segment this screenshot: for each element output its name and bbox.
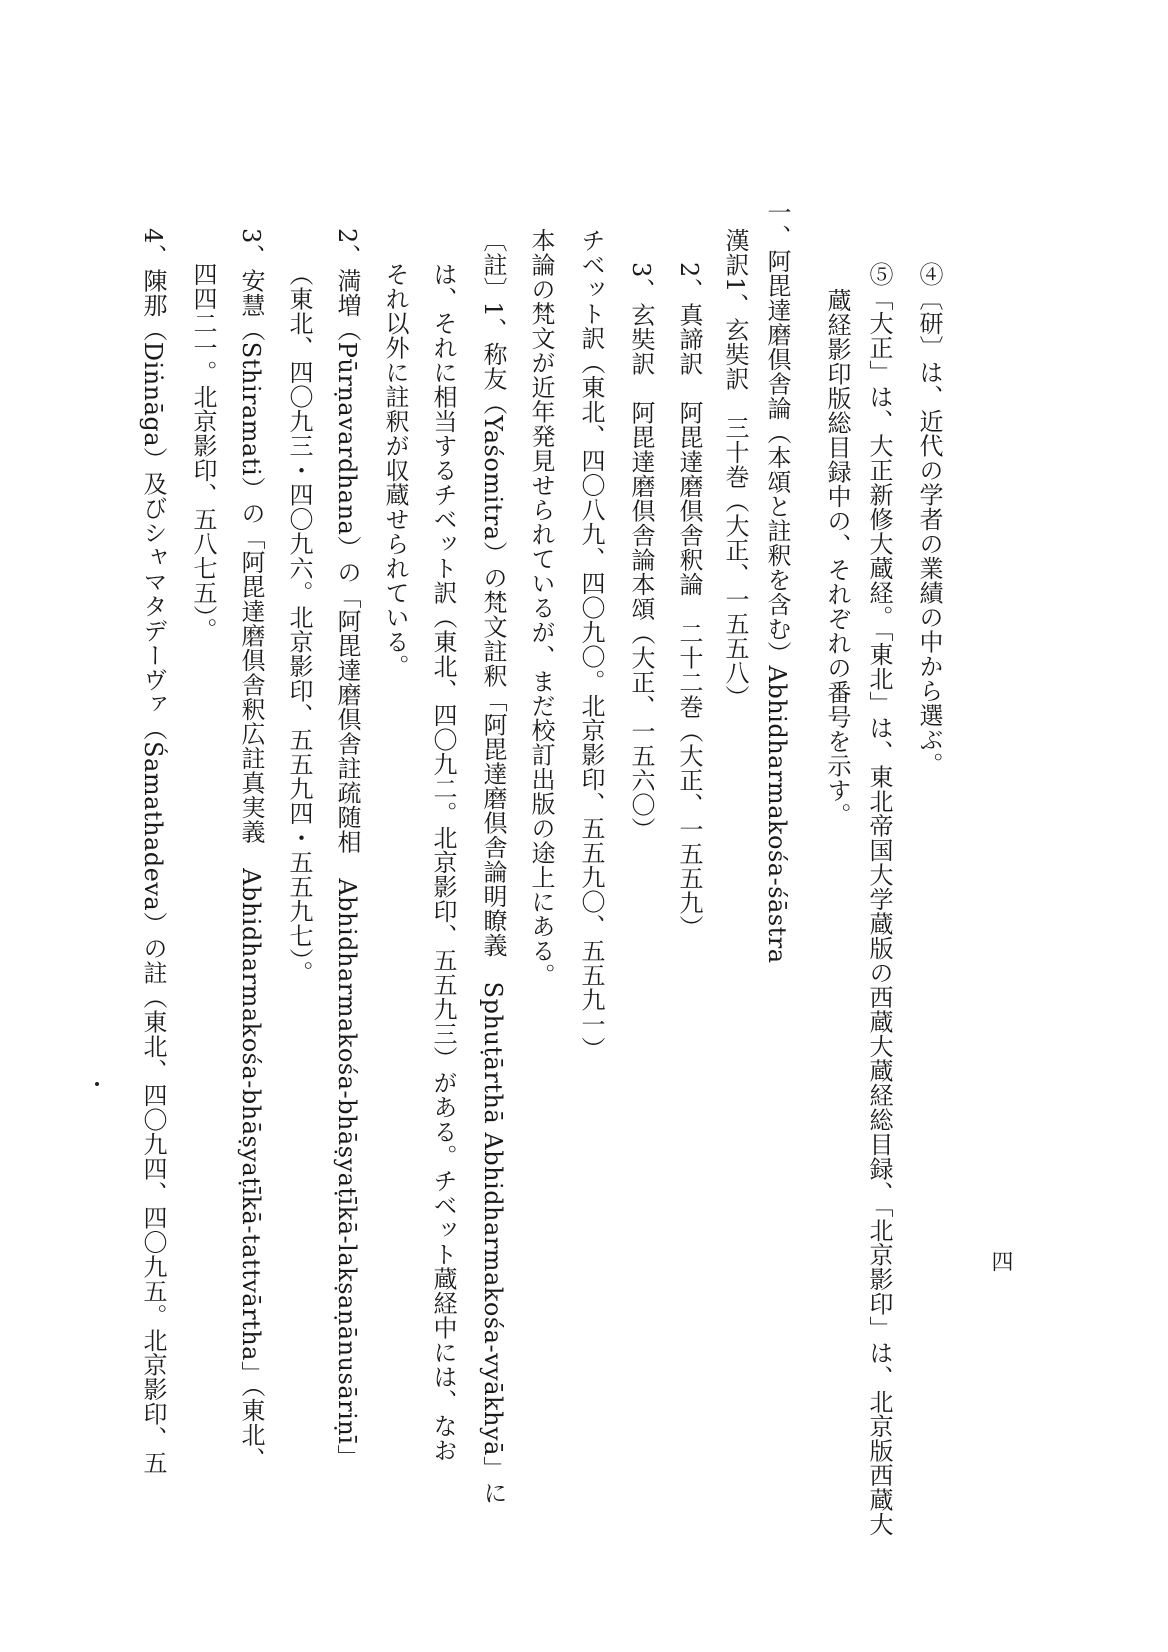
- page-number: 四: [988, 1250, 1013, 1272]
- stray-dot: [95, 1082, 99, 1086]
- body-line-chinese-1: 漢訳1、玄奘訳 三十巻（大正、一五五八）: [721, 228, 749, 710]
- body-note-2-cont: （東北、四〇九三・四〇九六。北京影印、五五九四・五五九七）。: [285, 262, 313, 985]
- note-line-4: ④〔研〕は、近代の学者の業績の中から選ぶ。: [915, 262, 943, 777]
- body-note-1-cont-b: それ以外に註釈が収蔵せられている。: [381, 262, 409, 679]
- body-note-1: 〔註〕1、称友（Yaśomitra）の梵文註釈「阿毘達磨倶舎論明瞭義 Sphuṭārthā Abhidharmakośa-vyākhyā」に: [479, 228, 507, 1505]
- body-note-1-cont-a: は、それに相当するチベット訳（東北、四〇九二。北京影印、五五九三）がある。チベット蔵経中には、なお: [429, 262, 457, 1463]
- body-note-2: 2、満増（Pūrṇavardhana）の「阿毘達磨倶舎註疏随相 Abhidharmakośa-bhāṣyaṭīkā-lakṣaṇānusāriṇī」: [333, 228, 361, 1469]
- note-line-5-cont: 蔵経影印版総目録中の、それぞれの番号を示す。: [823, 288, 851, 827]
- body-line-chinese-3: 3、玄奘訳 阿毘達磨倶舎論本頌（大正、一五六〇）: [627, 262, 655, 842]
- body-line-tibetan: チベット訳（東北、四〇八九、四〇九〇。北京影印、五五九〇、五五九一）: [577, 228, 605, 1061]
- body-note-3-cont: 四四二一。北京影印、五八七五）。: [189, 262, 217, 642]
- body-line-sanskrit: 本論の梵文が近年発見せられているが、まだ校訂出版の途上にある。: [527, 228, 555, 988]
- note-line-5: ⑤「大正」は、大正新修大蔵経。「東北」は、東北帝国大学蔵版の西蔵大蔵経総目録、「北京影印」は、北京版西蔵大: [865, 262, 893, 1537]
- body-note-4: 4、陳那（Diṅnāga）及びシャマタデーヴァ（Śamathadeva）の註（東北、四〇九四、四〇九五。北京影印、五: [139, 228, 167, 1475]
- body-note-3: 3、安慧（Sthiramati）の「阿毘達磨倶舎釈広註真実義 Abhidharmakośa-bhāṣyaṭīkā-tattvārtha」（東北、: [237, 228, 265, 1472]
- body-line-chinese-2: 2、真諦訳 阿毘達磨倶舎釈論 二十二巻（大正、一五五九）: [675, 262, 703, 940]
- body-heading-1: 一、阿毘達磨倶舎論（本頌と註釈を含む）Abhidharmakośa-śāstra: [763, 200, 791, 964]
